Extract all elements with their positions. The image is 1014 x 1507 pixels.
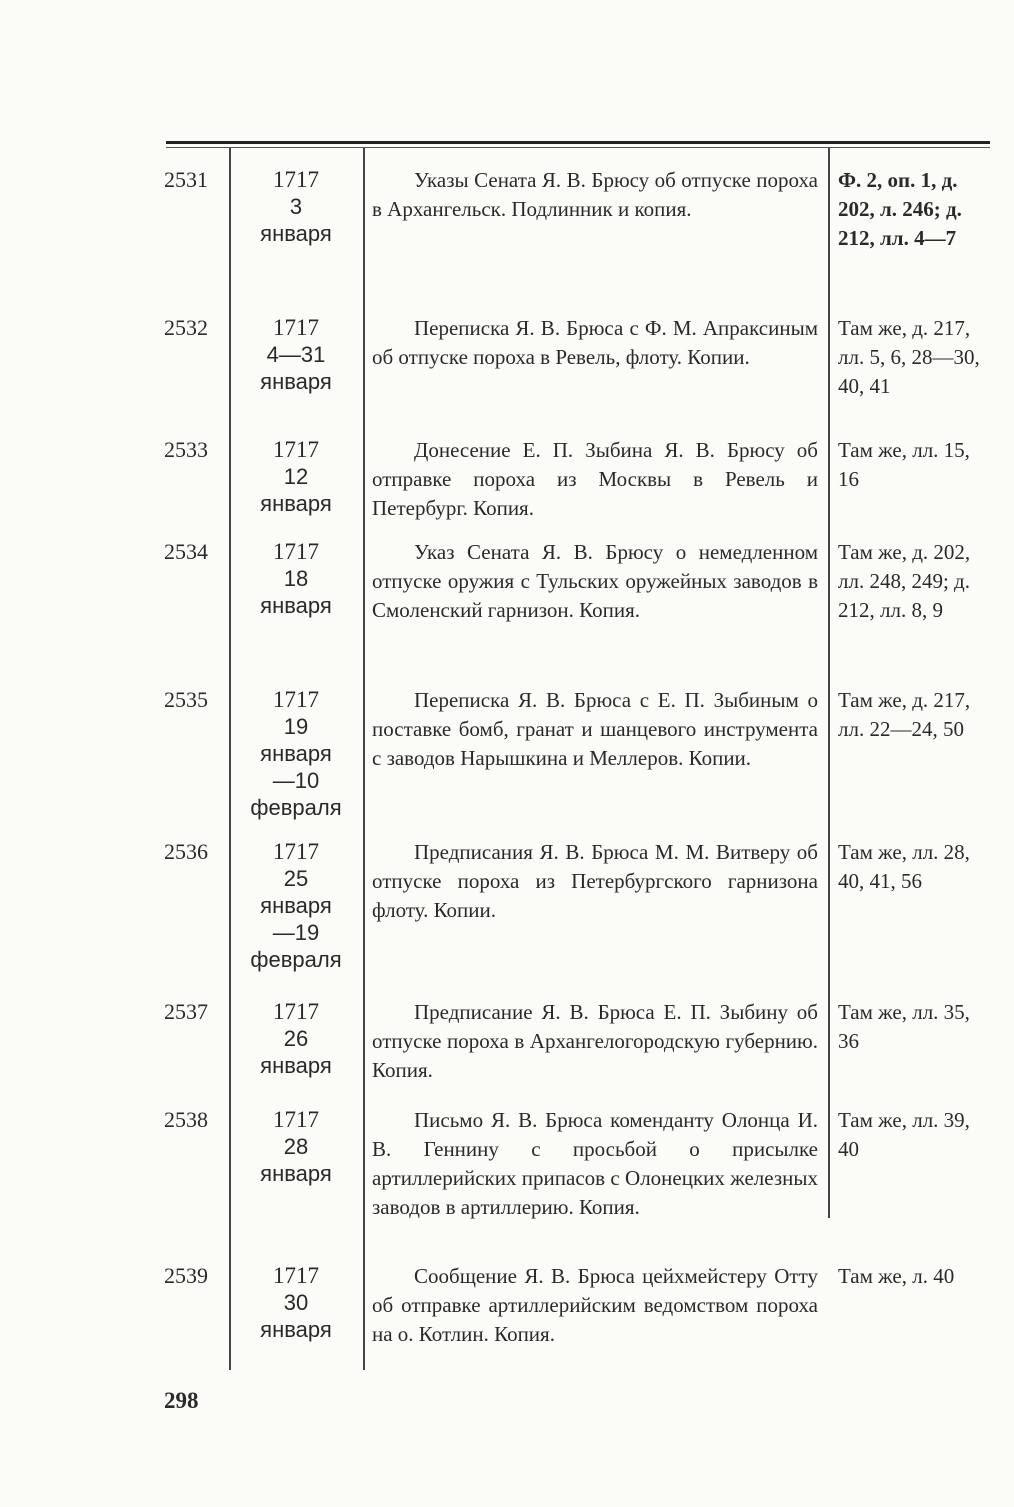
date-month: января [260,1053,332,1078]
date-year: 1717 [273,437,319,462]
entry-number: 2533 [164,437,208,462]
date-month: января [260,893,332,918]
date-year: 1717 [273,999,319,1024]
entry-reference: Там же, лл. 28, 40, 41, 56 [838,840,970,893]
entry-date [236,838,356,973]
date-year: 1717 [273,839,319,864]
entry-date [236,1262,356,1343]
date-month: января [260,1161,332,1186]
entry-description: Предписания Я. В. Брюса М. М. Витверу об отпуске пороха из Петербургского гарнизона флоту. Копии. [372,840,818,922]
date-month-end: февраля [250,795,342,820]
date-month-end: февраля [250,947,342,972]
date-month: января [260,491,332,516]
date-day: 25 [283,866,309,891]
entry-number: 2532 [164,315,208,340]
entry-description: Переписка Я. В. Брюса с Ф. М. Апраксиным об отпуске пороха в Ревель, флоту. Копии. [372,316,818,369]
entry-number: 2538 [164,1107,208,1132]
entry-number: 2536 [164,839,208,864]
date-day: 3 [289,194,303,219]
entry-date [236,538,356,619]
date-year: 1717 [273,167,319,192]
column-divider-desc-ref [828,148,830,1218]
column-divider-num-date [229,148,231,1370]
date-day: 28 [283,1134,309,1159]
date-day: 26 [283,1026,309,1051]
entry-description: Письмо Я. В. Брюса коменданту Олонца И. В. Геннину с просьбой о присылке артиллерийских припасов с Олонецких железных заводов в артиллерию. Копия. [372,1108,818,1219]
date-year: 1717 [273,315,319,340]
entry-reference: Там же, д. 217, лл. 22—24, 50 [838,688,971,741]
entry-date [236,314,356,395]
date-day-end: —10 [272,768,320,793]
entry-date [236,1106,356,1187]
date-month: января [260,1317,332,1342]
entry-description: Указы Сената Я. В. Брюсу об отпуске пороха в Архангельск. Подлинник и копия. [372,168,818,221]
date-month: января [260,221,332,246]
entry-date [236,998,356,1079]
entry-reference: Там же, лл. 39, 40 [838,1108,970,1161]
entry-description: Указ Сената Я. В. Брюсу о немедленном отпуске оружия с Тульских оружейных заводов в Смоленский гарнизон. Копия. [372,540,818,622]
entry-number: 2534 [164,539,208,564]
date-day: 30 [283,1290,309,1315]
page-number: 298 [164,1388,199,1413]
table-top-rule-thin [166,147,990,148]
date-day-end: —19 [272,920,320,945]
entry-number: 2531 [164,167,208,192]
entry-description: Сообщение Я. В. Брюса цейхмейстеру Отту об отправке артиллерийским ведомством пороха на о. Котлин. Копия. [372,1264,818,1346]
entry-number: 2537 [164,999,208,1024]
entry-date [236,436,356,517]
date-day: 4—31 [266,342,326,367]
entry-description: Предписание Я. В. Брюса Е. П. Зыбину об отпуске пороха в Архангелогородскую губернию. Копия. [372,1000,818,1082]
date-day: 12 [283,464,309,489]
date-year: 1717 [273,687,319,712]
date-year: 1717 [273,1263,319,1288]
entry-reference: Там же, д. 202, лл. 248, 249; д. 212, лл. 8, 9 [838,540,971,622]
date-month: января [260,741,332,766]
date-year: 1717 [273,539,319,564]
entry-reference: Там же, л. 40 [838,1264,955,1288]
date-day: 19 [283,714,309,739]
column-divider-date-desc [363,148,365,1370]
date-day: 18 [283,566,309,591]
entry-reference: Там же, лл. 35, 36 [838,1000,970,1053]
entry-date [236,166,356,247]
entry-description: Переписка Я. В. Брюса с Е. П. Зыбиным о поставке бомб, гранат и шанцевого инструмента с заводов Нарышкина и Меллеров. Копии. [372,688,818,770]
table-top-rule [166,141,990,144]
date-month: января [260,593,332,618]
entry-reference: Там же, лл. 15, 16 [838,438,970,491]
date-month: января [260,369,332,394]
entry-reference: Там же, д. 217, лл. 5, 6, 28—30, 40, 41 [838,316,980,398]
entry-date [236,686,356,821]
entry-number: 2535 [164,687,208,712]
entry-number: 2539 [164,1263,208,1288]
entry-reference: Ф. 2, оп. 1, д. 202, л. 246; д. 212, лл. 4—7 [838,168,962,250]
date-year: 1717 [273,1107,319,1132]
entry-description: Донесение Е. П. Зыбина Я. В. Брюсу об отправке пороха из Москвы в Ревель и Петербург. Копия. [372,438,818,520]
